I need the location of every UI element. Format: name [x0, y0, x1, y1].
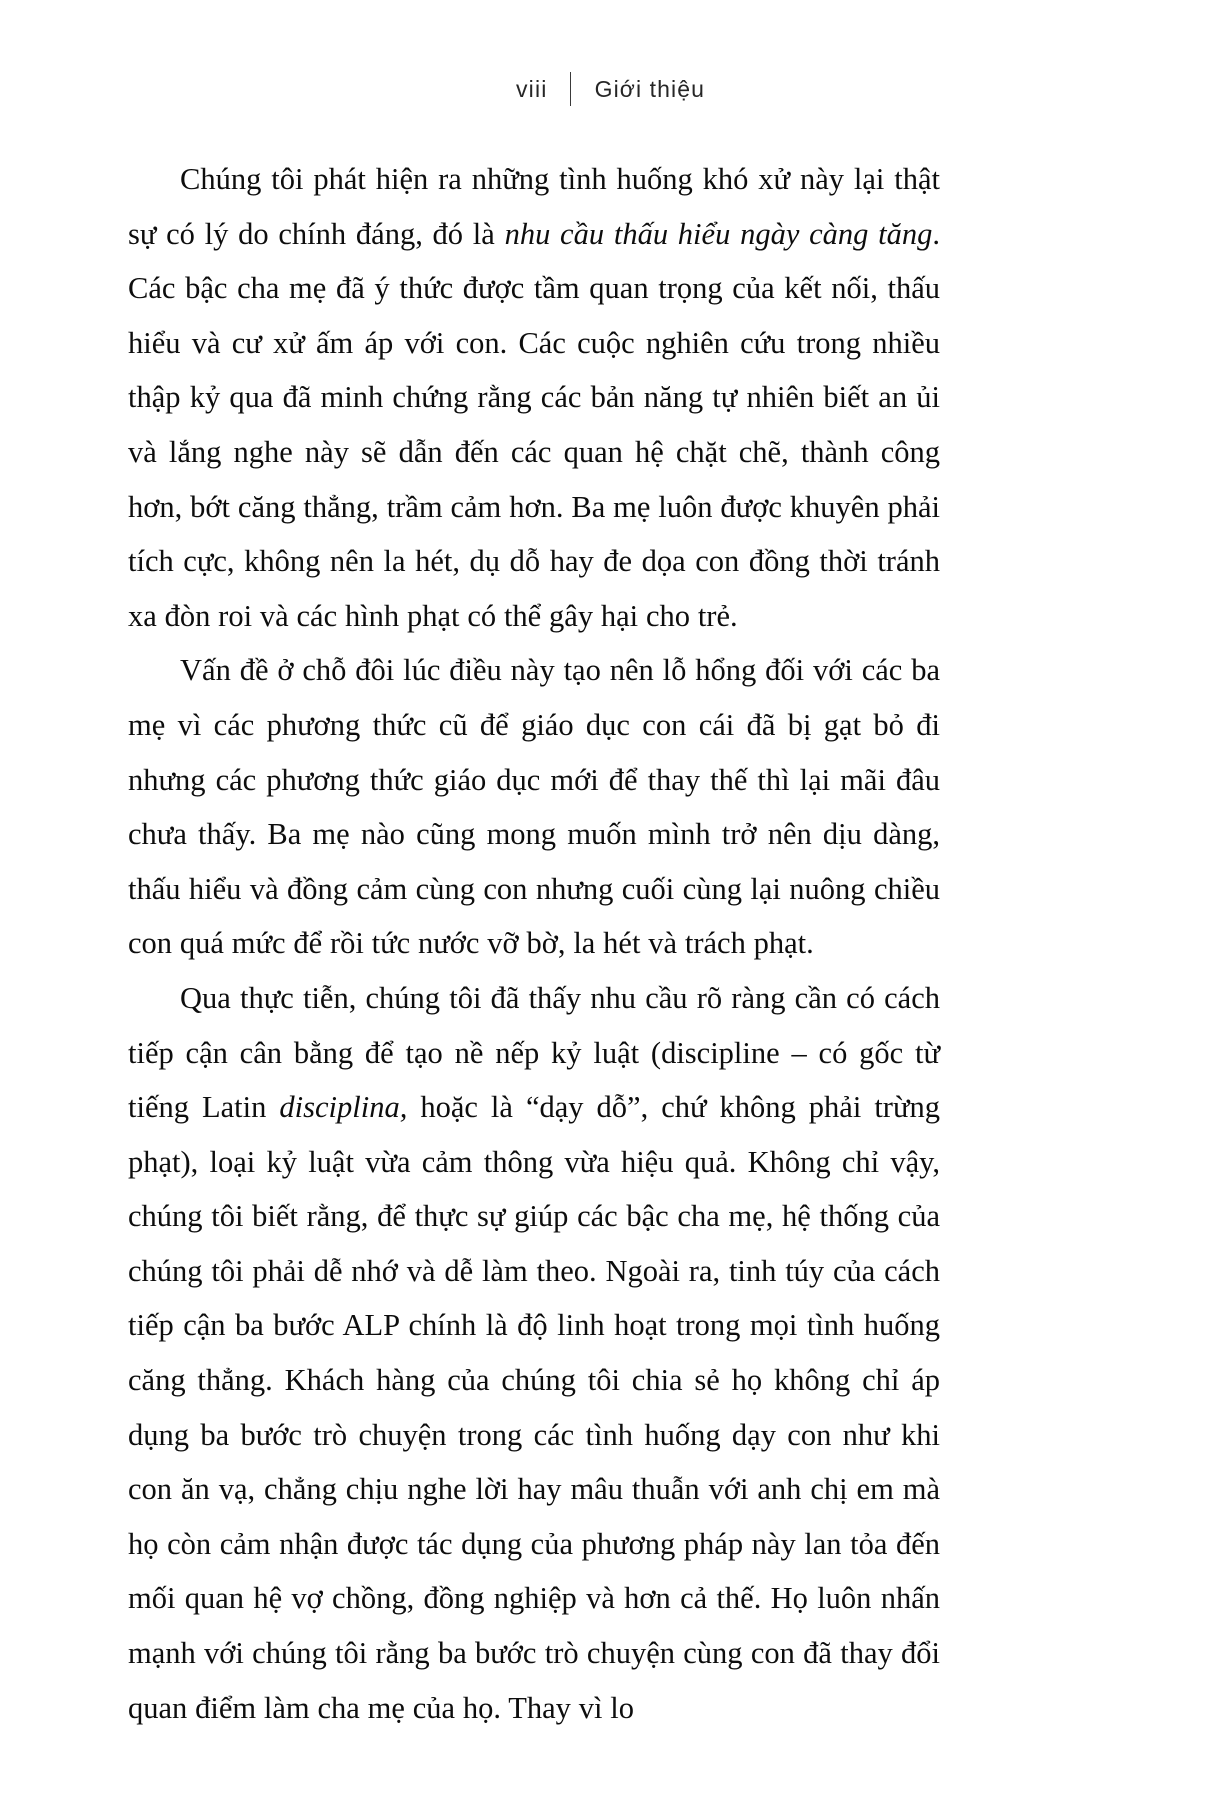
text-run: Qua thực tiễn, chúng tôi đã thấy nhu cầu rõ ràng cần có cách tiếp cận cân bằng để tạo nề nếp kỷ luật (discipline – có gốc từ tiếng Latin — [128, 980, 940, 1125]
paragraph-3 — [128, 971, 940, 1735]
running-chapter-title: Giới thiệu — [594, 75, 706, 102]
text-run: hoặc là “dạy dỗ”, chứ không phải trừng phạt), loại kỷ luật vừa cảm thông vừa hiệu quả. Không chỉ vậy, chúng tôi biết rằng, để thực sự giúp các bậc cha mẹ, hệ thống của chúng tôi phải dễ nhớ và dễ làm theo. Ngoài ra, tinh túy của cách tiếp cận ba bước ALP chính là độ linh hoạt trong mọi tình huống căng thẳng. Khách hàng của chúng tôi chia sẻ họ không chỉ áp dụng ba bước trò chuyện trong các tình huống dạy con như khi con ăn vạ, chẳng chịu nghe lời hay mâu thuẫn với anh chị em mà họ còn cảm nhận được tác dụng của phương pháp này lan tỏa đến mối quan hệ vợ chồng, đồng nghiệp và hơn cả thế. Họ luôn nhấn mạnh với chúng tôi rằng ba bước trò chuyện cùng con đã thay đổi quan điểm làm cha mẹ của họ. Thay vì lo — [128, 1090, 940, 1725]
text-run: Vấn đề ở chỗ đôi lúc điều này tạo nên lỗ hổng đối với các ba mẹ vì các phương thức cũ để giáo dục con cái đã bị gạt bỏ đi nhưng các phương thức giáo dục mới để thay thế thì lại mãi đâu chưa thấy. Ba mẹ nào cũng mong muốn mình trở nên dịu dàng, thấu hiểu và đồng cảm cùng con nhưng cuối cùng lại nuông chiều con quá mức để rồi tức nước vỡ bờ, la hét và trách phạt. — [128, 653, 940, 961]
text-run: . Các bậc cha mẹ đã ý thức được tầm quan trọng của kết nối, thấu hiểu và cư xử ấm áp với con. Các cuộc nghiên cứu trong nhiều thập kỷ qua đã minh chứng rằng các bản năng tự nhiên biết an ủi và lắng nghe này sẽ dẫn đến các quan hệ chặt chẽ, thành công hơn, bớt căng thẳng, trầm cảm hơn. Ba mẹ luôn được khuyên phải tích cực, không nên la hét, dụ dỗ hay đe dọa con đồng thời tránh xa đòn roi và các hình phạt có thể gây hại cho trẻ. — [128, 216, 940, 633]
page-number: viii — [515, 75, 548, 102]
emphasis-run: disciplina, — [279, 1090, 408, 1125]
paragraph-2 — [128, 643, 940, 971]
running-header — [0, 72, 1221, 106]
paragraph-1 — [128, 152, 940, 643]
body-text-block — [128, 152, 940, 1735]
text-run: Chúng tôi phát hiện ra những tình huống khó xử này lại thật sự có lý do chính đáng, đó là — [128, 162, 940, 251]
emphasis-run: nhu cầu thấu hiểu ngày càng tăng — [504, 216, 933, 251]
